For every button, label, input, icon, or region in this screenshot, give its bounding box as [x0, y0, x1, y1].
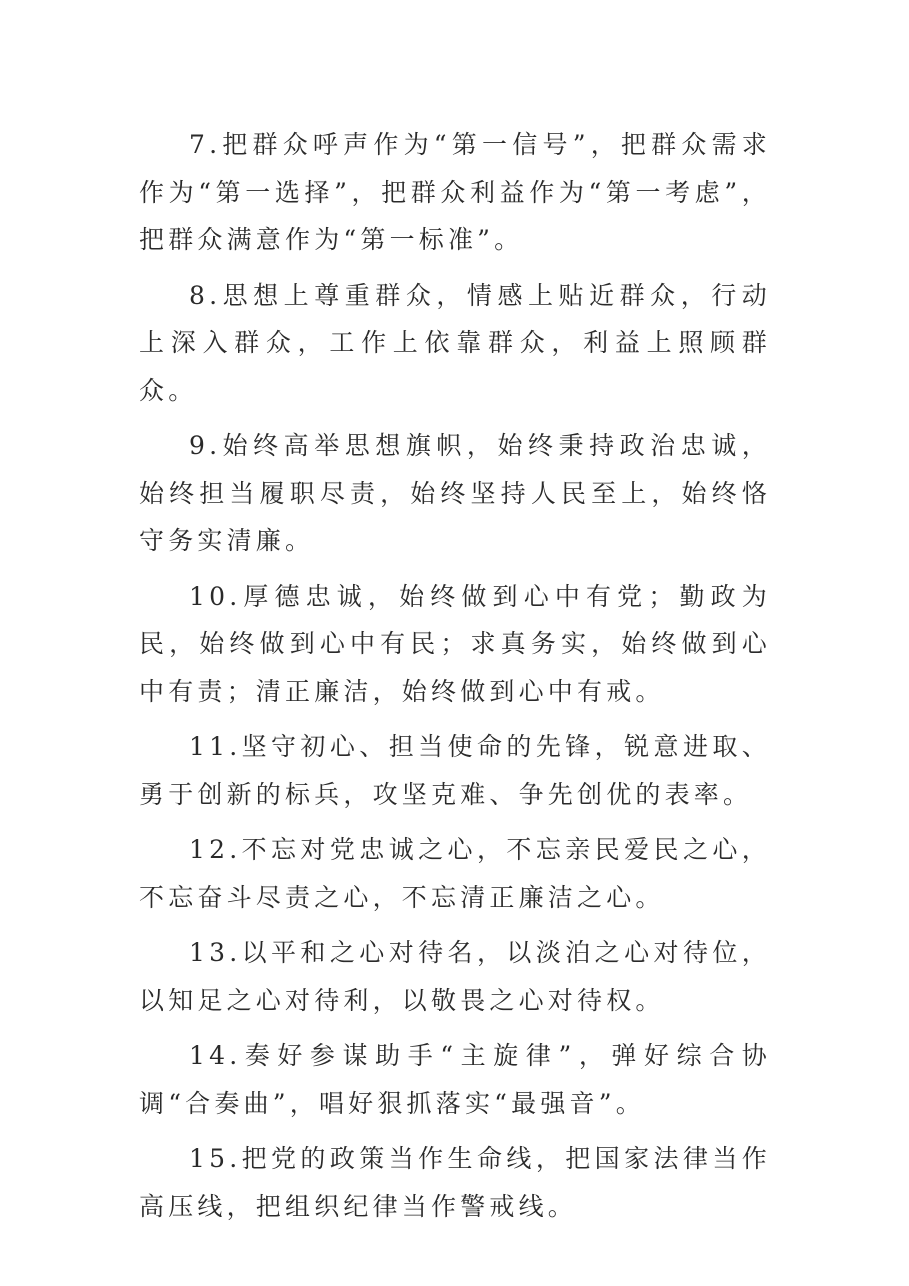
paragraph-10: 10.厚德忠诚，始终做到心中有党；勤政为民，始终做到心中有民；求真务实，始终做到心中有责；清正廉洁，始终做到心中有戒。: [139, 581, 771, 706]
paragraph-12: 12.不忘对党忠诚之心，不忘亲民爱民之心，不忘奋斗尽责之心，不忘清正廉洁之心。: [139, 835, 771, 912]
paragraph-14: 14.奏好参谋助手“主旋律”，弹好综合协调“合奏曲”，唱好狠抓落实“最强音”。: [139, 1041, 771, 1118]
paragraph-13: 13.以平和之心对待名，以淡泊之心对待位，以知足之心对待利，以敬畏之心对待权。: [139, 938, 771, 1015]
document-body: [139, 121, 771, 1238]
paragraph-8: 8.思想上尊重群众，情感上贴近群众，行动上深入群众，工作上依靠群众，利益上照顾群众。: [139, 280, 771, 405]
paragraph-7: 7.把群众呼声作为“第一信号”，把群众需求作为“第一选择”，把群众利益作为“第一考虑”，把群众满意作为“第一标准”。: [139, 130, 771, 254]
paragraph-11: 11.坚守初心、担当使命的先锋，锐意进取、勇于创新的标兵，攻坚克难、争先创优的表率。: [139, 732, 771, 809]
paragraph-9: 9.始终高举思想旗帜，始终秉持政治忠诚，始终担当履职尽责，始终坚持人民至上，始终恪守务实清廉。: [139, 431, 771, 555]
paragraph-15: 15.把党的政策当作生命线，把国家法律当作高压线，把组织纪律当作警戒线。: [139, 1144, 771, 1221]
